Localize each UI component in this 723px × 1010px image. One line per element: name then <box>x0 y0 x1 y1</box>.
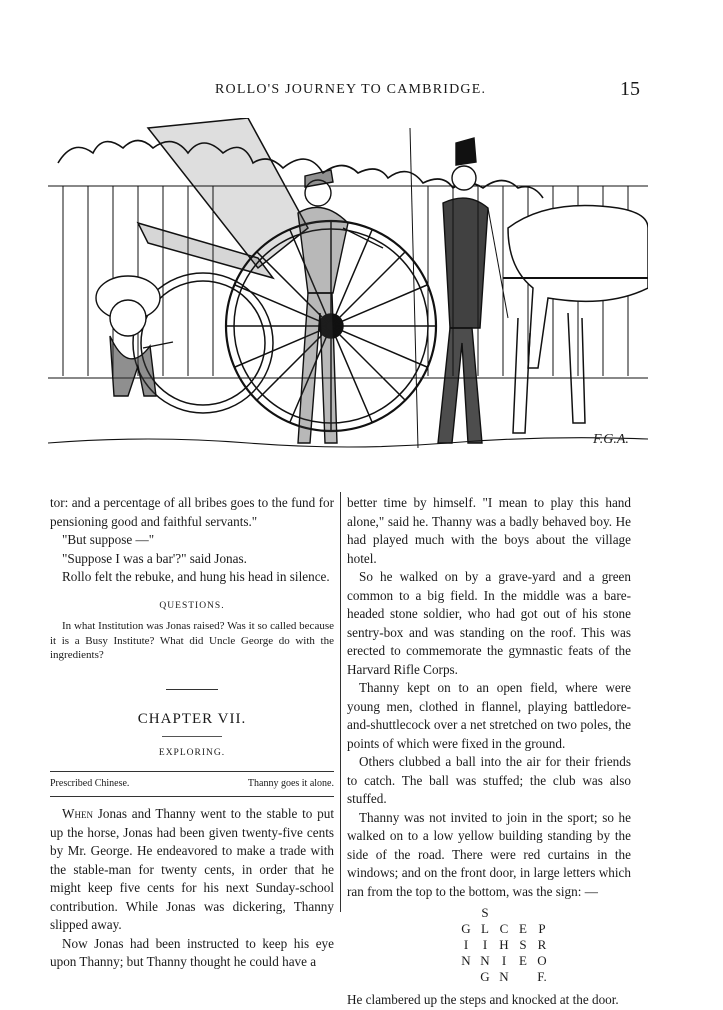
sidenote-right: Thanny goes it alone. <box>247 777 334 789</box>
column-divider <box>340 492 341 912</box>
left-column <box>50 494 334 972</box>
paragraph: Rollo felt the rebuke, and hung his head in silence. <box>62 569 330 584</box>
section-rule <box>166 689 218 690</box>
paragraph: "Suppose I was a bar'?" said Jonas. <box>62 550 247 566</box>
sign-letter: S <box>519 937 527 952</box>
chapter-title: CHAPTER VII. <box>137 710 247 727</box>
sign-letter <box>457 969 476 985</box>
soldier-figure <box>410 128 508 448</box>
sign-letter: L <box>481 921 489 936</box>
paragraph: Others clubbed a ball into the air for their friends to catch. The ball was stuffed; the club was also stuffed. <box>347 754 631 806</box>
horse-figure <box>503 206 648 434</box>
paragraph: Thanny kept on to an open field, where were young men, clothed in flannel, playing battledore-and-shuttlecock over a net stretched on two poles, the points of which were fixed in the ground. <box>347 680 631 751</box>
sign-letter: E <box>519 953 527 968</box>
sign-letter: O <box>537 953 547 968</box>
paragraph: He clambered up the steps and knocked at the door. <box>347 992 619 1007</box>
paragraph: Thanny was not invited to join in the sport; so he walked on to a low yellow building standing by the side of the road. There were red curtains in the windows; and on the front door, in large letters which ran from the top to the bottom, was the sign: — <box>347 809 631 899</box>
paragraph: Now Jonas had been instructed to keep his eye upon Thanny; but Thanny thought he could have a <box>50 935 334 969</box>
sidenote-left: Prescribed Chinese. <box>50 777 130 789</box>
sign-letter: S <box>481 905 489 920</box>
chapter-rule <box>162 736 222 737</box>
artist-signature: F.G.A. <box>593 432 629 447</box>
sign-letter: R <box>537 937 547 952</box>
right-column <box>347 494 631 1010</box>
sign-letter: E <box>519 921 527 936</box>
sign-letter <box>495 905 514 921</box>
sign-letter: N <box>499 969 509 984</box>
lead-word: When <box>62 806 93 821</box>
ground <box>48 438 648 447</box>
paragraph: So he walked on by a grave-yard and a green common to a big field. In the middle was a bare-headed stone soldier, who had got out of his stone sentry-box and was standing on the roof. This was erected to commemorate the gymnastic feats of the Harvard Rifle Corps. <box>347 569 631 677</box>
paragraph <box>50 805 334 935</box>
sign-letter: G <box>461 921 471 936</box>
sign-letter: P <box>538 921 546 936</box>
door-sign <box>377 905 631 985</box>
paragraph: better time by himself. "I mean to play this hand alone," said he. Thanny was a badly behaved boy. He had played much with the boys about the village hotel. <box>347 495 631 566</box>
sign-letter: N <box>461 953 471 968</box>
sign-letter: G <box>480 969 490 984</box>
sign-letter <box>457 905 476 921</box>
sidenote-bar <box>50 771 334 798</box>
sign-letter: I <box>482 937 488 952</box>
paragraph: tor: and a percentage of all bribes goes to the fund for pensioning good and faithful servants." <box>50 495 334 529</box>
sign-letter <box>514 905 533 921</box>
sign-letter: N <box>480 953 490 968</box>
carriage <box>133 118 436 431</box>
sign-letter <box>514 969 533 985</box>
questions-text: In what Institution was Jonas raised? Was it so called because it is a Busy Institute? What did Uncle George do with the ingredients? <box>50 620 334 661</box>
sign-letter: I <box>501 953 507 968</box>
sign-letter: H <box>499 937 509 952</box>
sign-letter: F. <box>537 969 547 984</box>
paragraph: "But suppose —" <box>62 532 155 547</box>
sign-letter <box>533 905 552 921</box>
illustration <box>48 118 648 468</box>
paragraph-body: Jonas and Thanny went to the stable to put up the horse, Jonas had been given twenty-five cents by Mr. George. He endeavored to make a trade with the stable-man for twenty cents, in order that he might keep five cents for his next Sunday-school contribution. While Jonas was dickering, Thanny slipped away. <box>50 806 335 932</box>
sign-letter: C <box>499 921 509 936</box>
page-header <box>0 78 723 102</box>
man-striped-figure <box>298 170 383 443</box>
sign-letter: I <box>463 937 469 952</box>
chapter-subtitle: EXPLORING. <box>158 748 226 758</box>
page-number: 15 <box>620 78 640 100</box>
questions-heading: QUESTIONS. <box>159 600 225 611</box>
running-title: ROLLO'S JOURNEY TO CAMBRIDGE. <box>215 82 487 97</box>
